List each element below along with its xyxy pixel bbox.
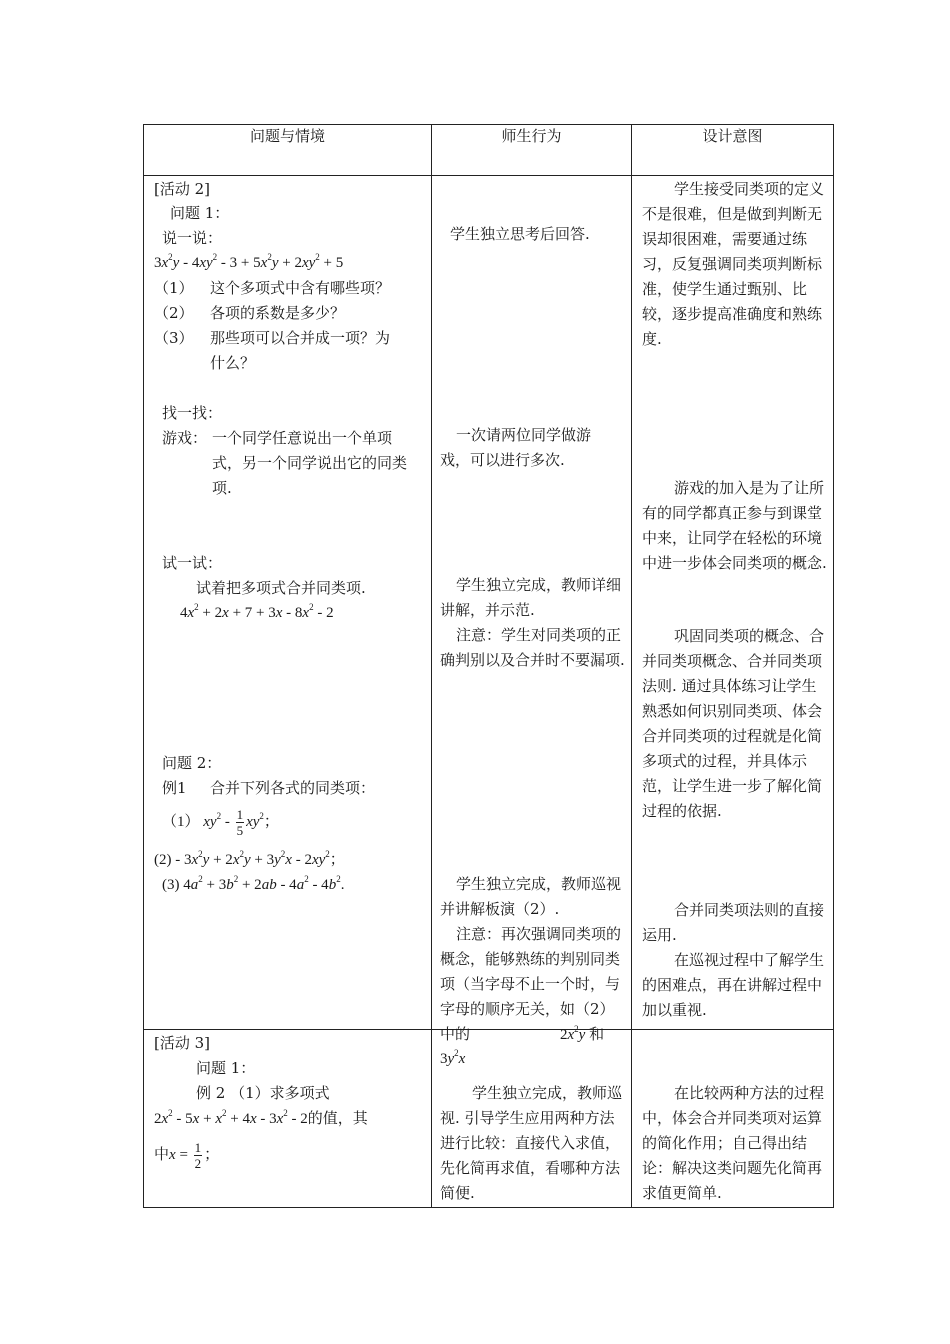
sub-q1-text: 这个多项式中含有哪些项？ <box>210 279 391 297</box>
say-label: 说一说： <box>162 229 223 247</box>
behavior-1: 学生独立思考后回答. <box>450 225 590 243</box>
polynomial-1: $3x^2y - 4xy^2 - 3 + 5x^2y + 2xy^2 + 5$ <box>154 252 344 271</box>
behavior-6-and: 和 <box>589 1025 605 1043</box>
game-text-a: 一个同学任意说出一个单项 <box>212 429 393 447</box>
behavior-6: 注意：再次强调同类项的概念，能够熟练的判别同类项（当字母不止一个时，与字母的顺序无关，如（2）中的 <box>440 925 622 1043</box>
sub-q3-text-a: 那些项可以合并成一项？为 <box>210 329 391 347</box>
activity-3-row <box>144 1030 834 1208</box>
try-label: 试一试： <box>162 554 223 572</box>
activity-2-problem-cell <box>144 176 432 1030</box>
activity-3-label: [活动 3] <box>154 1034 211 1052</box>
sub-q1-number: （1） <box>154 279 194 297</box>
example-1-part-1-number: （1） <box>162 814 200 830</box>
game-text-c: 项. <box>212 479 232 497</box>
activity-3-question-1: 问题 1： <box>196 1059 256 1077</box>
header-problem: 问题与情境 <box>144 125 432 176</box>
header-row <box>144 125 834 176</box>
behavior-6-expr-a: $2x^2y$ 和 <box>560 1024 605 1043</box>
behavior-5: 学生独立完成，教师巡视并讲解板演（2）. <box>440 875 622 918</box>
activity-3-behavior-cell <box>432 1030 632 1208</box>
behavior-2b: 戏，可以进行多次. <box>440 451 565 469</box>
sub-q2-text: 各项的系数是多少？ <box>210 304 346 322</box>
intent-4: 合并同类项法则的直接运用. <box>642 901 825 944</box>
behavior-2a: 一次请两位同学做游 <box>456 426 592 444</box>
fraction-one-half: $\frac{1}{2}$ <box>194 1139 202 1171</box>
activity-3-behavior: 学生独立完成，教师巡视. 引导学生应用两种方法进行比较：直接代入求值，先化简再求值，看哪种方法简便. <box>440 1084 623 1202</box>
activity-2-intent-cell <box>632 176 834 1030</box>
example-2-polynomial: $2x^2 - 5x + x^2 + 4x - 3x^2 - 2$的值，其 <box>154 1108 368 1127</box>
example-1-text: 合并下列各式的同类项： <box>210 779 376 797</box>
intent-1: 学生接受同类项的定义不是很难，但是做到判断无误却很困难，需要通过练习，反复强调同类项判断标准，使学生通过甄别、比较，逐步提高准确度和熟练度. <box>642 180 825 348</box>
polynomial-2: $4x^2 + 2x + 7 + 3x - 8x^2 - 2$ <box>180 602 334 621</box>
header-design-intent: 设计意图 <box>632 125 834 176</box>
header-teacher-student: 师生行为 <box>432 125 632 176</box>
sub-q3-number: （3） <box>154 329 194 347</box>
game-label: 游戏： <box>162 429 208 447</box>
lesson-table <box>143 124 834 1208</box>
intent-3: 巩固同类项的概念、合并同类项概念、合并同类项法则. 通过具体练习让学生熟悉如何识别同类项、体会合并同类项的过程就是化简多项式的过程，并具体示范，让学生进一步了解化简过程的依据. <box>642 627 825 820</box>
sub-q3-text-b: 什么？ <box>210 354 256 372</box>
activity-3-intent: 在比较两种方法的过程中，体会合并同类项对运算的简化作用；自己得出结论：解决这类问题先化简再求值更简单. <box>642 1084 825 1202</box>
behavior-4: 注意：学生对同类项的正确判别以及合并时不要漏项. <box>440 626 625 669</box>
example-1-part-3: (3) $4a^2 + 3b^2 + 2ab - 4a^2 - 4b^2$. <box>162 874 345 893</box>
try-task: 试着把多项式合并同类项. <box>196 579 366 597</box>
intent-2: 游戏的加入是为了让所有的同学都真正参与到课堂中来，让同学在轻松的环境中进一步体会同类项的概念. <box>642 479 827 572</box>
activity-3-problem-cell <box>144 1030 432 1208</box>
example-2-tail: 的值，其 <box>307 1109 368 1127</box>
activity-2-behavior-cell <box>432 176 632 1067</box>
activity-2-label: [活动 2] <box>154 180 211 198</box>
activity-3-intent-cell <box>632 1030 834 1208</box>
example-1-part-1: （1） $xy^2$ - $\frac{1}{5}$ $xy^2$； <box>162 807 279 839</box>
find-label: 找一找： <box>162 404 223 422</box>
sub-q2-number: （2） <box>154 304 194 322</box>
example-2-zhong: 中 <box>154 1145 170 1163</box>
example-1-part-2: $(2) - 3x^2y + 2x^2y + 3y^2x - 2xy^2$； <box>154 849 345 868</box>
fraction-one-fifth: $\frac{1}{5}$ <box>236 807 244 839</box>
example-1-label: 例1 <box>162 779 187 797</box>
activity-2-row <box>144 176 834 1030</box>
behavior-3: 学生独立完成，教师详细讲解，并示范. <box>440 576 622 619</box>
intent-5: 在巡视过程中了解学生的困难点，再在讲解过程中加以重视. <box>642 951 825 1019</box>
behavior-6-expr-b: $3y^2x$ <box>440 1048 466 1067</box>
question-1-label: 问题 1： <box>170 204 230 222</box>
example-2-condition: 中x = $\frac{1}{2}$ ； <box>154 1139 220 1171</box>
example-2-title: 例 2 （1）求多项式 <box>196 1084 330 1102</box>
question-2-label: 问题 2： <box>162 754 222 772</box>
game-text-b: 式，另一个同学说出它的同类 <box>212 454 408 472</box>
